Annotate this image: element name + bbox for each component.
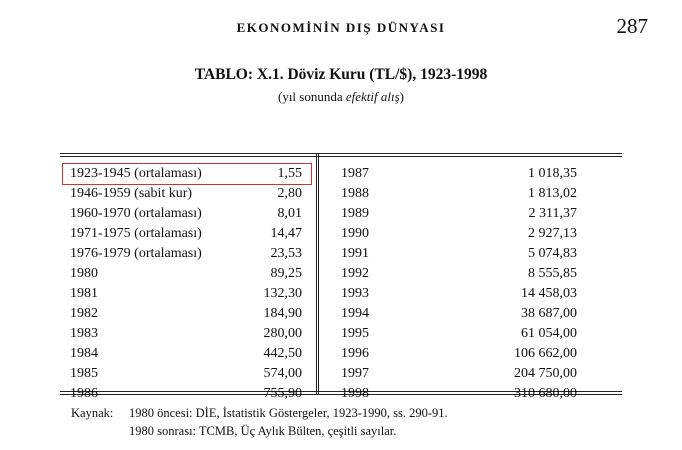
row-value: 2,80	[277, 186, 302, 201]
row-label: 1996	[341, 346, 369, 361]
right-column	[341, 164, 577, 404]
row-value: 5 074,83	[528, 246, 577, 261]
source-label: Kaynak:	[71, 406, 114, 420]
row-value: 574,00	[263, 366, 302, 381]
table-row	[341, 364, 577, 384]
table-row	[341, 244, 577, 264]
page-number: 287	[616, 14, 648, 38]
table-title: TABLO: X.1. Döviz Kuru (TL/$), 1923-1998	[194, 66, 488, 83]
table-row	[70, 184, 302, 204]
row-value: 204 750,00	[514, 366, 577, 381]
table-top-rule-inner	[60, 156, 622, 157]
row-label: 1985	[70, 366, 98, 381]
row-label: 1976-1979 (ortalaması)	[70, 246, 202, 261]
row-value: 23,53	[270, 246, 302, 261]
source-line-1	[71, 404, 448, 422]
left-column	[70, 164, 302, 404]
row-label: 1971-1975 (ortalaması)	[70, 226, 202, 241]
row-value: 310 680,00	[514, 386, 577, 401]
row-label: 1988	[341, 186, 369, 201]
row-value: 2 311,37	[528, 206, 577, 221]
table-row	[341, 324, 577, 344]
row-value: 8 555,85	[528, 266, 577, 281]
row-label: 1946-1959 (sabit kur)	[70, 186, 193, 201]
table-row	[70, 244, 302, 264]
highlight-box	[62, 163, 312, 185]
row-value: 1,55	[277, 166, 302, 181]
table-row	[341, 284, 577, 304]
row-label: 1990	[341, 226, 369, 241]
table-row	[341, 184, 577, 204]
row-value: 61 054,00	[521, 326, 577, 341]
row-label: 1960-1970 (ortalaması)	[70, 206, 202, 221]
row-label: 1980	[70, 266, 98, 281]
row-label: 1981	[70, 286, 98, 301]
table-row	[341, 164, 577, 184]
row-value: 8,01	[277, 206, 302, 221]
row-label: 1989	[341, 206, 369, 221]
row-label: 1995	[341, 326, 369, 341]
subtitle-suffix: )	[399, 89, 405, 104]
row-value: 106 662,00	[514, 346, 577, 361]
table-row	[70, 204, 302, 224]
row-value: 89,25	[270, 266, 302, 281]
subtitle-prefix: (yıl sonunda	[277, 89, 346, 104]
source-text-1: 1980 öncesi: DİE, İstatistik Göstergeler, 1923-1990, ss. 290-91.	[129, 406, 448, 420]
table-row	[70, 344, 302, 364]
row-value: 14 458,03	[521, 286, 577, 301]
row-label: 1983	[70, 326, 98, 341]
row-label: 1994	[341, 306, 369, 321]
table-row	[70, 284, 302, 304]
row-value: 1 018,35	[528, 166, 577, 181]
table-row	[341, 204, 577, 224]
table-row	[341, 344, 577, 364]
row-value: 184,90	[263, 306, 302, 321]
row-label: 1991	[341, 246, 369, 261]
row-label: 1997	[341, 366, 369, 381]
table-row	[341, 304, 577, 324]
row-value: 1 813,02	[528, 186, 577, 201]
table-row	[341, 224, 577, 244]
row-value: 442,50	[263, 346, 302, 361]
table-row	[70, 384, 302, 404]
row-value: 755,90	[263, 386, 302, 401]
row-label: 1987	[341, 166, 369, 181]
subtitle-emphasis: efektif alış	[345, 89, 400, 104]
table-row	[70, 264, 302, 284]
row-value: 14,47	[270, 226, 302, 241]
table-row	[70, 324, 302, 344]
running-head: EKONOMİNİN DIŞ DÜNYASI	[236, 20, 446, 35]
row-label: 1998	[341, 386, 369, 401]
column-divider	[316, 153, 319, 394]
row-label: 1993	[341, 286, 369, 301]
row-label: 1986	[70, 386, 98, 401]
source-line-2: 1980 sonrası: TCMB, Üç Aylık Bülten, çeşitli sayılar.	[129, 424, 397, 438]
row-value: 280,00	[263, 326, 302, 341]
source-note	[71, 404, 448, 440]
row-value: 2 927,13	[528, 226, 577, 241]
table-subtitle	[0, 89, 682, 105]
table-row	[341, 264, 577, 284]
table-row	[70, 224, 302, 244]
row-label: 1923-1945 (ortalaması)	[70, 166, 202, 181]
row-value: 38 687,00	[521, 306, 577, 321]
row-label: 1984	[70, 346, 98, 361]
table-row	[70, 304, 302, 324]
row-label: 1992	[341, 266, 369, 281]
table-top-rule	[60, 153, 622, 154]
row-label: 1982	[70, 306, 98, 321]
table-row	[70, 364, 302, 384]
row-value: 132,30	[263, 286, 302, 301]
table-row	[341, 384, 577, 404]
